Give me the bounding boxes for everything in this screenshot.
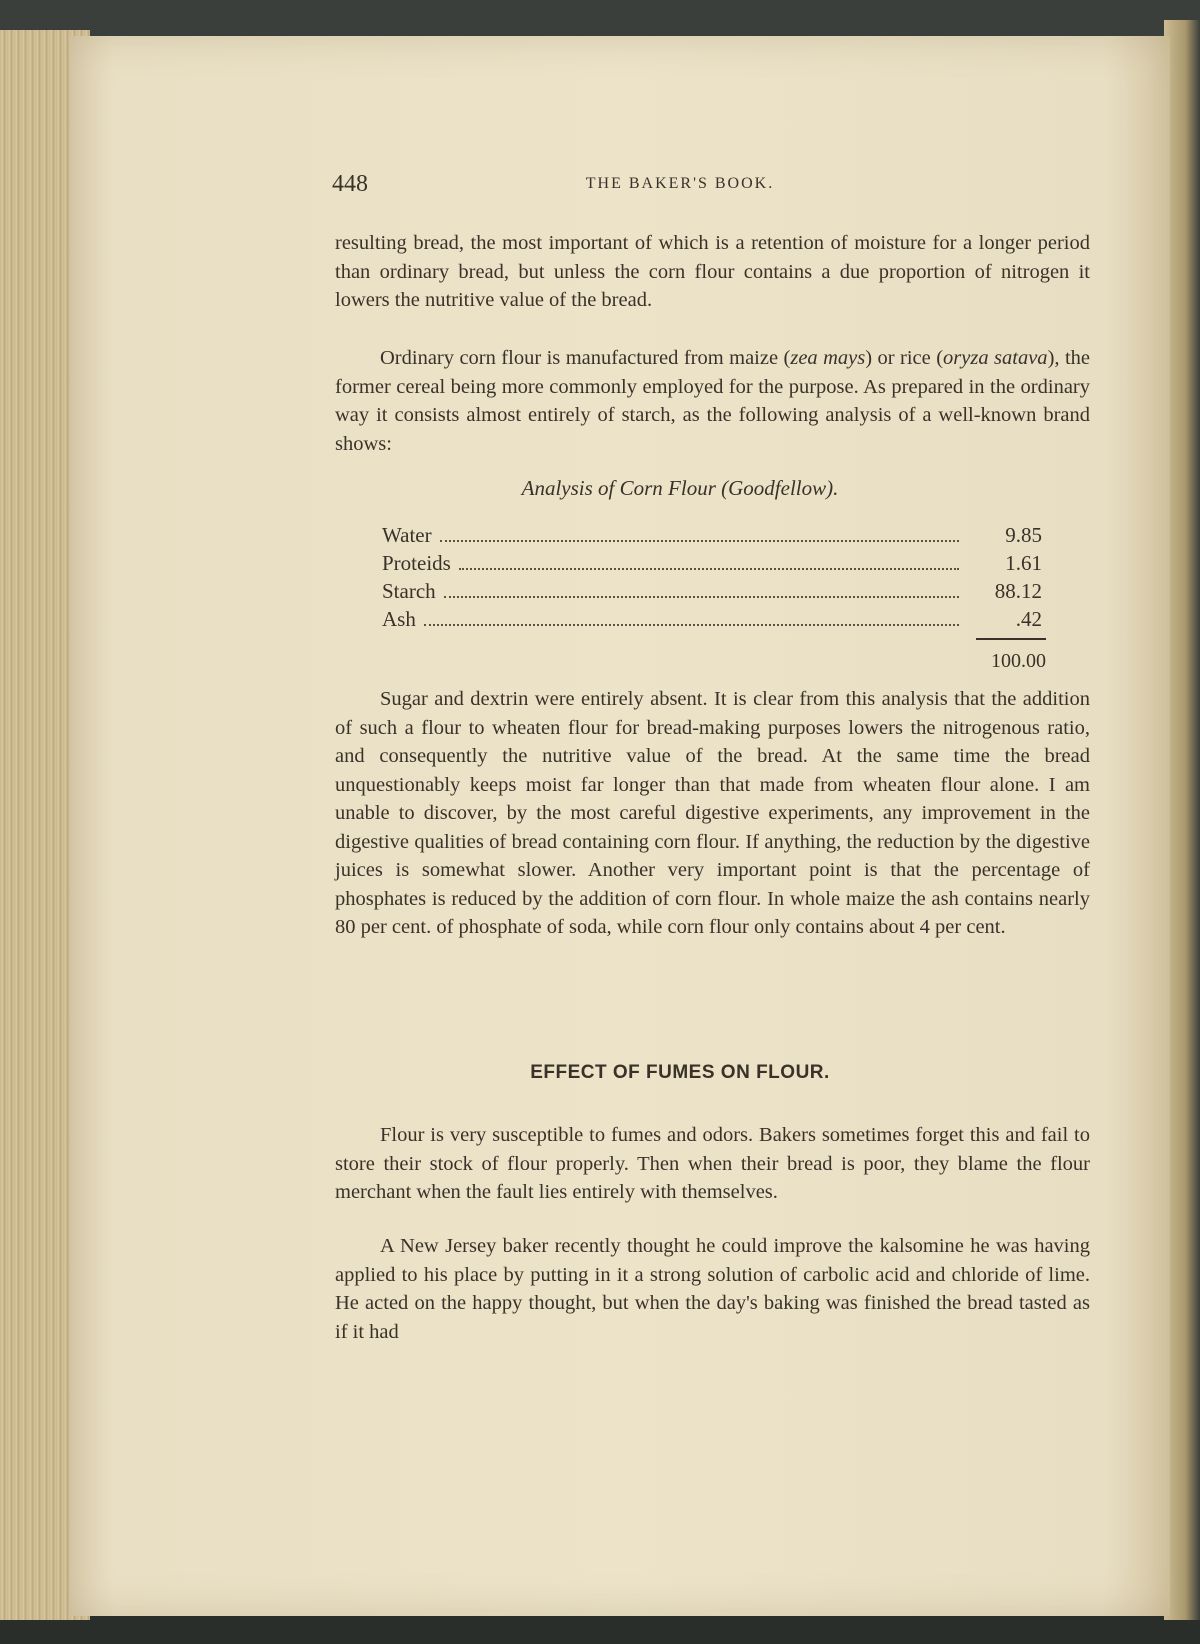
book-page [70,36,1170,1616]
analysis-row-water [382,522,1042,550]
sum-rule [976,638,1046,640]
analysis-row-ash [382,606,1042,634]
row-label: Proteids [382,551,451,575]
row-value: .42 [1015,607,1042,631]
p2-text-c: ), the former cereal being more commonly employed for the purpose. As prepared in the ordinary way it consists almost entirely of starch, as the following analysis of a well-known brand shows: [335,347,1090,455]
dot-leader [440,522,959,542]
p2-oryza-satava: oryza satava [943,347,1048,369]
page-number: 448 [332,171,368,197]
analysis-total: 100.00 [991,650,1046,672]
paragraph-3: Sugar and dextrin were entirely absent. It is clear from this analysis that the addition of such a flour to wheaten flour for bread-making purposes lowers the nitrogenous ratio, and consequently the nutritive value of the bread. At the same time the bread unquestionably keeps moist far longer than that made from wheaten flour alone. I am unable to discover, by the most careful digestive experiments, any improvement in the digestive qualities of bread containing corn flour. If anything, the reduction by the digestive juices is somewhat slower. Another very important point is that the percentage of phosphates is reduced by the addition of corn flour. In whole maize the ash contains nearly 80 per cent. of phosphate of soda, while corn flour only contains about 4 per cent. [335,688,1090,938]
p2-text-b: ) or rice ( [865,347,944,369]
paragraph-2 [335,344,1090,458]
paragraph-5: A New Jersey baker recently thought he could improve the kalsomine he was having applied to his place by putting in it a strong solution of carbolic acid and chloride of lime. He acted on the happy thought, but when the day's baking was finished the bread tasted as if it had [335,1235,1090,1343]
analysis-row-starch [382,578,1042,606]
paragraph-1: resulting bread, the most important of which is a retention of moisture for a longer period than ordinary bread, but unless the corn flour contains a due proportion of nitrogen it lowers the nutritive value of the bread. [335,232,1090,311]
row-value: 9.85 [1005,523,1042,547]
section-heading: EFFECT OF FUMES ON FLOUR. [530,1062,830,1083]
p2-zea-mays: zea mays [790,347,866,369]
page-header [270,171,1090,201]
p2-text-a: Ordinary corn flour is manufactured from maize ( [380,347,791,369]
row-value: 1.61 [1005,551,1042,575]
analysis-table-title: Analysis of Corn Flour (Goodfellow). [521,476,839,500]
row-label: Water [382,523,432,547]
row-label: Ash [382,607,416,631]
running-head: THE BAKER'S BOOK. [585,175,775,192]
analysis-row-proteids [382,550,1042,578]
dot-leader [444,578,959,598]
paragraph-4: Flour is very susceptible to fumes and odors. Bakers sometimes forget this and fail to store their stock of flour properly. Then when their bread is poor, they blame the flour merchant when the fault lies entirely with themselves. [335,1124,1090,1203]
row-value: 88.12 [994,579,1042,603]
row-label: Starch [382,579,436,603]
dot-leader [424,606,959,626]
dot-leader [459,550,959,570]
